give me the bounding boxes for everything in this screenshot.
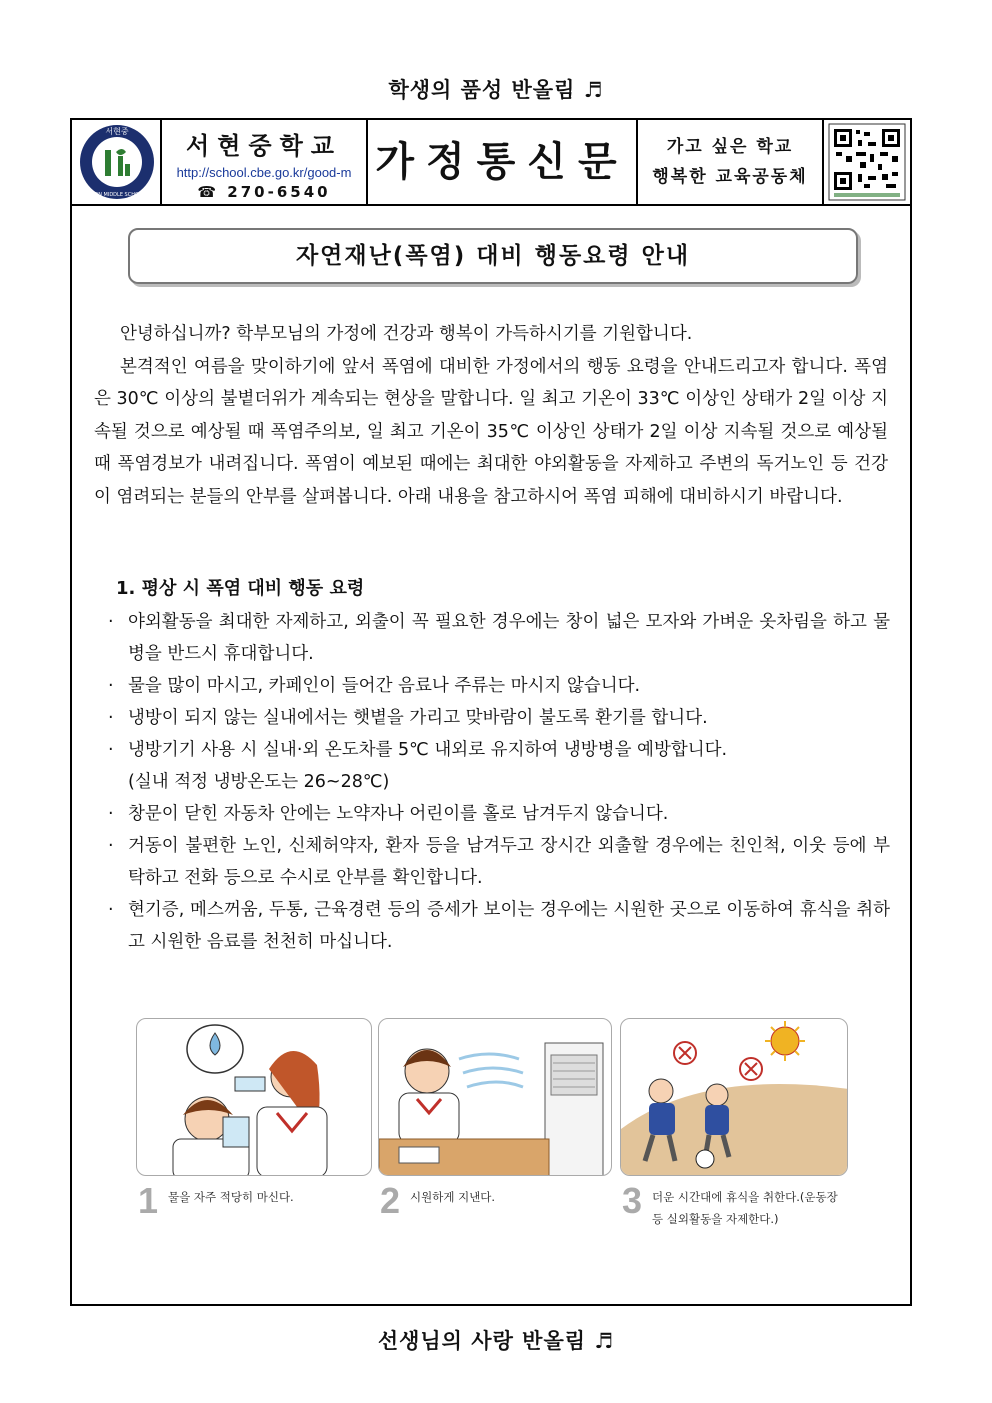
school-logo-cell — [72, 120, 162, 204]
illustration-stay-cool — [378, 1018, 612, 1176]
caption-text: 더운 시간대에 휴식을 취한다.(운동장 등 실외활동을 자제한다.) — [652, 1190, 838, 1226]
list-item: · 현기증, 메스꺼움, 두통, 근육경련 등의 증세가 보이는 경우에는 시원한 곳으로 이동하여 휴식을 취하고 시원한 음료를 천천히 마십니다. — [108, 894, 890, 958]
guideline-list — [108, 606, 890, 958]
bullet-mark: · — [108, 740, 114, 760]
school-name: 서현중학교 — [186, 132, 342, 160]
list-item: · 물을 많이 마시고, 카페인이 들어간 음료나 주류는 마시지 않습니다. — [108, 670, 890, 702]
bullet-mark: · — [108, 612, 114, 632]
notice-heading: 자연재난(폭염) 대비 행동요령 안내 — [128, 228, 858, 284]
rest-in-heat-icon — [621, 1019, 848, 1176]
greeting-paragraph: 안녕하십니까? 학부모님의 가정에 건강과 행복이 가득하시기를 기원합니다. — [120, 324, 693, 344]
intro-text — [94, 318, 888, 513]
newsletter-frame — [70, 118, 912, 1306]
qr-code-cell — [824, 120, 910, 204]
list-item: · 냉방기기 사용 시 실내·외 온도차를 5℃ 내외로 유지하여 냉방병을 예방합니다. (실내 적정 냉방온도는 26~28℃) — [108, 734, 890, 798]
top-slogan: 학생의 품성 반올림 ♬ — [388, 78, 604, 102]
newsletter-header — [72, 120, 910, 206]
stay-cool-icon — [379, 1019, 612, 1176]
motto — [638, 132, 822, 192]
bottom-slogan: 선생님의 사랑 반올림 ♬ — [377, 1329, 615, 1353]
motto-line-1: 가고 싶은 학교 — [666, 137, 794, 157]
caption-number: 2 — [380, 1180, 401, 1221]
caption-number: 3 — [622, 1180, 643, 1221]
illustration-drink-water — [136, 1018, 372, 1176]
school-phone: ☎ 270-6540 — [197, 183, 331, 201]
caption-number: 1 — [138, 1180, 159, 1221]
drink-water-icon — [137, 1019, 372, 1176]
caption-text: 시원하게 지낸다. — [410, 1190, 496, 1204]
list-item: · 거동이 불편한 노인, 신체허약자, 환자 등을 남겨두고 장시간 외출할 경우에는 친인척, 이웃 등에 부탁하고 전화 등으로 수시로 안부를 확인합니다. — [108, 830, 890, 894]
list-item: · 냉방이 되지 않는 실내에서는 햇볕을 가리고 맞바람이 불도록 환기를 합니다. — [108, 702, 890, 734]
cooling-temperature-note: (실내 적정 냉방온도는 26~28℃) — [128, 772, 390, 792]
list-item: · 야외활동을 최대한 자제하고, 외출이 꼭 필요한 경우에는 창이 넓은 모자와 가벼운 옷차림을 하고 물병을 반드시 휴대합니다. — [108, 606, 890, 670]
list-item: · 창문이 닫힌 자동차 안에는 노약자나 어린이를 홀로 남겨두지 않습니다. — [108, 798, 890, 830]
section-title: 1. 평상 시 폭염 대비 행동 요령 — [116, 578, 365, 599]
motto-cell — [638, 120, 824, 204]
logo-ring-text: SEOHYEON MIDDLE SCHOOL 2008 — [74, 192, 160, 198]
bullet-mark: · — [108, 836, 114, 856]
bullet-mark: · — [108, 676, 114, 696]
qr-code-icon[interactable] — [824, 120, 910, 204]
caption-text: 물을 자주 적당히 마신다. — [168, 1190, 294, 1204]
school-logo-icon — [72, 120, 162, 204]
motto-line-2: 행복한 교육공동체 — [652, 167, 808, 187]
bullet-mark: · — [108, 900, 114, 920]
school-url[interactable]: http://school.cbe.go.kr/good-m — [176, 165, 352, 180]
caption-3 — [622, 1178, 854, 1228]
intro-paragraph: 본격적인 여름을 맞이하기에 앞서 폭염에 대비한 가정에서의 행동 요령을 안내드리고자 합니다. 폭염은 30℃ 이상의 불볕더위가 계속되는 현상을 말합니다. 일 최고 기온이 33℃ 이상인 상태가 2일 이상 지속될 것으로 예상될 때 폭염주의보, 일 최고 기온이 35℃ 이상인 상태가 2일 이상 지속될 것으로 예상될 때 폭염경보가 내려집니다. 폭염이 예보된 때에는 최대한 야외활동을 자제하고 주변의 독거노인 등 건강이 염려되는 분들의 안부를 살펴봅니다. 아래 내용을 참고하시어 폭염 피해에 대비하시기 바랍니다. — [94, 356, 888, 507]
logo-top-text: 서현중 — [105, 127, 129, 136]
bullet-mark: · — [108, 708, 114, 728]
caption-2 — [380, 1178, 614, 1228]
caption-1 — [138, 1178, 374, 1228]
school-info-cell — [162, 120, 368, 204]
paper-title: 가정통신문 — [375, 139, 629, 185]
bullet-mark: · — [108, 804, 114, 824]
paper-title-cell — [368, 120, 638, 204]
illustration-rest — [620, 1018, 848, 1176]
